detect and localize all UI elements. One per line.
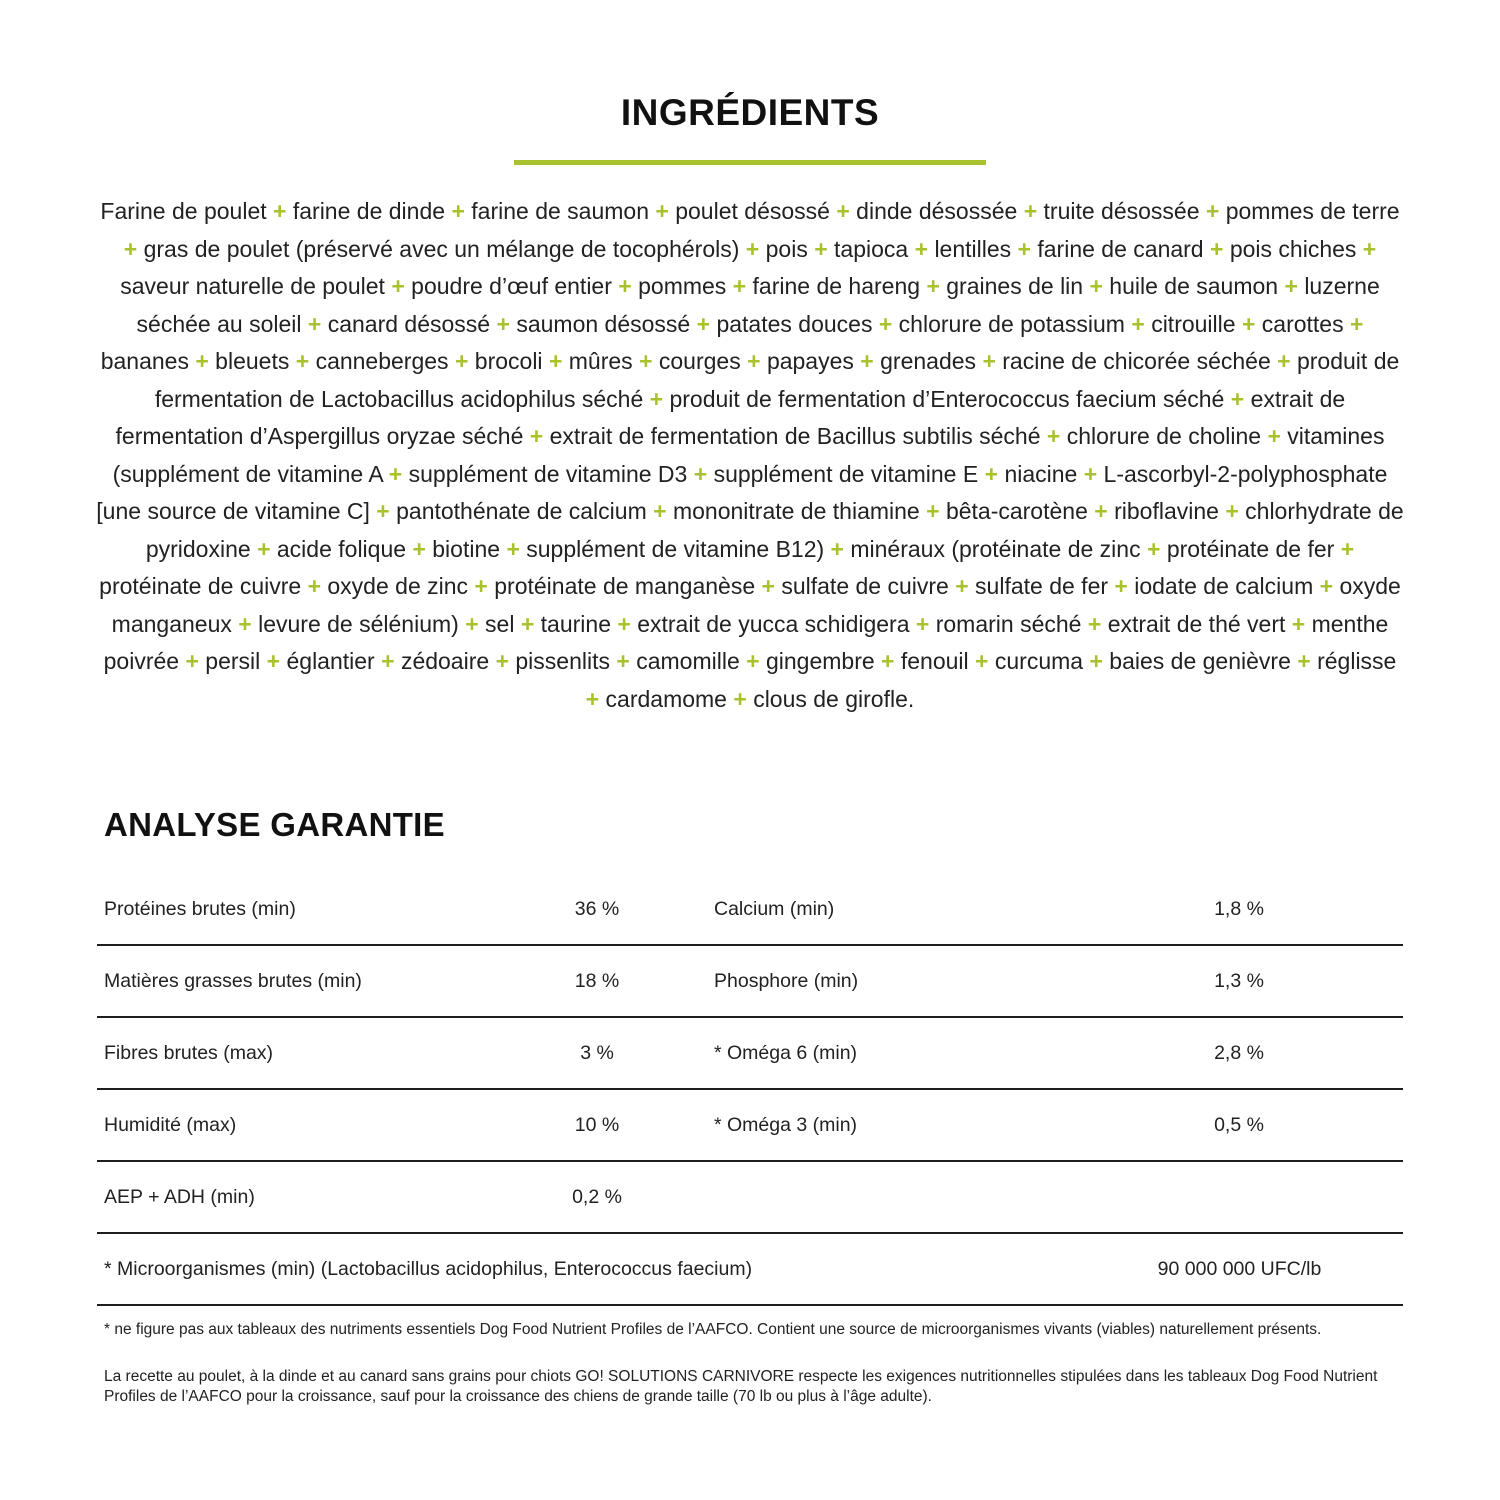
ingredient-item: pommes (638, 273, 727, 299)
plus-separator: + (860, 348, 874, 374)
nutrient-value: 2,8 % (1214, 1042, 1264, 1064)
plus-separator: + (914, 235, 929, 262)
ingredient-item: oxyde manganeux (111, 573, 1401, 637)
plus-separator: + (814, 235, 828, 262)
plus-separator: + (1023, 198, 1038, 224)
nutrient-value: 3 % (580, 1042, 614, 1064)
ingredient-item: pois (765, 235, 808, 262)
plus-separator: + (975, 648, 989, 674)
ingredient-item: persil (205, 648, 261, 674)
ingredient-item: églantier (286, 648, 375, 674)
ingredient-item: papayes (766, 348, 854, 374)
ingredient-item: farine de hareng (752, 273, 921, 299)
plus-separator: + (830, 535, 844, 562)
ingredient-item: pissenlits (515, 648, 610, 674)
ingredient-item: chlorure de potassium (898, 310, 1125, 337)
plus-separator: + (836, 198, 850, 224)
ingredient-item: lentilles (934, 235, 1012, 262)
ingredient-item: brocoli (474, 348, 543, 374)
ingredient-item: gingembre (765, 648, 875, 674)
plus-separator: + (639, 348, 653, 374)
ingredient-item: menthe poivrée (103, 610, 1389, 674)
plus-separator: + (1146, 535, 1161, 562)
plus-separator: + (1319, 573, 1334, 599)
microorganisms-label: * Microorganismes (min) (Lactobacillus acidophilus, Enterococcus faecium) (104, 1258, 753, 1280)
plus-separator: + (388, 460, 403, 487)
table-row-microorganisms (97, 1234, 1403, 1306)
ingredient-item: riboflavine (1114, 498, 1219, 524)
plus-separator: + (295, 348, 310, 374)
plus-separator: + (955, 573, 969, 599)
ingredient-item: mononitrate de thiamine (672, 498, 920, 524)
plus-separator: + (454, 348, 469, 374)
plus-separator: + (412, 535, 426, 562)
nutrient-label: Calcium (min) (714, 898, 835, 920)
nutrient-label: * Oméga 6 (min) (714, 1042, 858, 1064)
nutrient-value: 36 % (574, 898, 620, 920)
nutrient-label: Protéines brutes (min) (104, 898, 296, 920)
nutrient-value: 1,8 % (1214, 898, 1264, 920)
plus-separator: + (1277, 348, 1291, 374)
ingredient-item: pommes de terre (1225, 198, 1400, 224)
ingredient-item: minéraux (protéinate de zinc (850, 535, 1141, 562)
plus-separator: + (266, 648, 281, 674)
ingredient-item: romarin séché (935, 610, 1082, 637)
ingredient-item: carottes (1261, 310, 1344, 337)
ingredient-item: saveur naturelle de poulet (120, 273, 385, 299)
ingredient-item: bananes (100, 348, 189, 374)
ingredient-item: protéinate de fer (1166, 535, 1335, 562)
ingredient-item: baies de genièvre (1109, 648, 1291, 674)
ingredient-item: extrait de thé vert (1107, 610, 1286, 637)
footnotes (104, 1320, 1404, 1434)
plus-separator: + (982, 348, 996, 374)
plus-separator: + (585, 685, 600, 712)
plus-separator: + (926, 498, 940, 524)
plus-separator: + (747, 348, 761, 374)
plus-separator: + (273, 198, 287, 224)
analysis-title: ANALYSE GARANTIE (104, 806, 445, 843)
ingredient-item: racine de chicorée séchée (1002, 348, 1271, 374)
plus-separator: + (1083, 460, 1098, 487)
plus-separator: + (653, 498, 667, 524)
guaranteed-analysis-table (97, 874, 1403, 1306)
plus-separator: + (761, 573, 775, 599)
plus-separator: + (1230, 385, 1245, 412)
ingredient-item: chlorure de choline (1066, 423, 1262, 449)
ingredient-item: sulfate de fer (975, 573, 1109, 599)
plus-separator: + (1094, 498, 1108, 524)
plus-separator: + (1046, 423, 1061, 449)
plus-separator: + (618, 273, 632, 299)
plus-separator: + (529, 423, 544, 449)
ingredient-item: zédoaire (400, 648, 490, 674)
table-row (97, 1090, 1403, 1162)
plus-separator: + (506, 535, 520, 562)
plus-separator: + (745, 235, 760, 262)
ingredient-item: truite désossée (1043, 198, 1200, 224)
ingredient-item: farine de dinde (292, 198, 446, 224)
plus-separator: + (693, 460, 708, 487)
title-underline (514, 160, 986, 165)
plus-separator: + (520, 610, 535, 637)
ingredients-title: INGRÉDIENTS (620, 92, 880, 133)
ingredient-item: protéinate de cuivre (99, 573, 302, 599)
ingredient-item: mûres (568, 348, 633, 374)
ingredient-item: supplément de vitamine E (713, 460, 979, 487)
ingredient-item: curcuma (994, 648, 1084, 674)
plus-separator: + (926, 273, 940, 299)
ingredient-item: farine de saumon (471, 198, 649, 224)
nutrient-value: 0,5 % (1214, 1114, 1264, 1136)
ingredients-list (96, 193, 1404, 718)
ingredient-item: niacine (1004, 460, 1078, 487)
ingredient-item: extrait de yucca schidigera (637, 610, 910, 637)
plus-separator: + (496, 310, 510, 337)
ingredient-item: farine de canard (1037, 235, 1204, 262)
ingredient-item: produit de fermentation d’Enterococcus faecium séché (669, 385, 1225, 412)
ingredient-item: canard désossé (327, 310, 491, 337)
plus-separator: + (696, 310, 711, 337)
ingredient-item: supplément de vitamine D3 (408, 460, 688, 487)
plus-separator: + (391, 273, 405, 299)
table-row (97, 946, 1403, 1018)
ingredient-item: sulfate de cuivre (781, 573, 949, 599)
footnote-aafco-statement: La recette au poulet, à la dinde et au canard sans grains pour chiots GO! SOLUTIONS CARNIVORE respecte les exigences nutritionnelles stipulées dans les tableaux Dog Food Nutrient Profiles de l’AAFCO pour la croissance, sauf pour la croissance des chiens de grande taille (70 lb ou plus à l’âge adulte). (104, 1368, 1378, 1405)
ingredient-item: acide folique (276, 535, 407, 562)
ingredient-item: réglisse (1317, 648, 1397, 674)
nutrient-value: 1,3 % (1214, 970, 1264, 992)
ingredient-item: saumon désossé (516, 310, 691, 337)
plus-separator: + (1362, 235, 1377, 262)
ingredient-item: gras de poulet (préservé avec un mélange de tocophérols) (143, 235, 740, 262)
ingredient-item: huile de saumon (1109, 273, 1279, 299)
plus-separator: + (1267, 423, 1281, 449)
ingredient-item: graines de lin (946, 273, 1084, 299)
ingredient-item: extrait de fermentation de Bacillus subtilis séché (549, 423, 1041, 449)
ingredient-item: supplément de vitamine B12) (526, 535, 825, 562)
ingredient-item: vitamines (supplément de vitamine A (112, 423, 1385, 487)
plus-separator: + (238, 610, 252, 637)
plus-separator: + (878, 310, 893, 337)
ingredient-item: cardamome (605, 685, 727, 712)
plus-separator: + (1297, 648, 1311, 674)
ingredient-item: protéinate de manganèse (494, 573, 756, 599)
plus-separator: + (1241, 310, 1256, 337)
nutrient-label: * Oméga 3 (min) (714, 1114, 858, 1136)
plus-separator: + (474, 573, 488, 599)
microorganisms-value: 90 000 000 UFC/lb (1157, 1258, 1322, 1280)
nutrient-label: Humidité (max) (104, 1114, 237, 1136)
ingredient-item: poulet désossé (675, 198, 830, 224)
plus-separator: + (451, 198, 465, 224)
plus-separator: + (746, 648, 760, 674)
ingredient-item: luzerne séchée au soleil (136, 273, 1380, 337)
plus-separator: + (185, 648, 199, 674)
plus-separator: + (915, 610, 930, 637)
plus-separator: + (732, 273, 747, 299)
ingredient-item: grenades (880, 348, 977, 374)
ingredient-item: levure de sélénium) (258, 610, 459, 637)
plus-separator: + (376, 498, 390, 524)
ingredient-item: pantothénate de calcium (396, 498, 647, 524)
plus-separator: + (1350, 310, 1364, 337)
ingredient-item: extrait de fermentation d’Aspergillus oryzae séché (115, 385, 1346, 449)
ingredient-item: biotine (432, 535, 501, 562)
ingredient-item: patates douces (716, 310, 873, 337)
ingredient-item: citrouille (1151, 310, 1236, 337)
footnote-asterisk: * ne figure pas aux tableaux des nutriments essentiels Dog Food Nutrient Profiles de l’AAFCO. Contient une source de microorganismes vivants (viables) naturellement présents. (104, 1321, 1322, 1338)
plus-separator: + (881, 648, 895, 674)
nutrient-label: Matières grasses brutes (min) (104, 970, 362, 992)
nutrient-label: Phosphore (min) (714, 970, 859, 992)
ingredient-item: oxyde de zinc (327, 573, 469, 599)
ingredient-item: chlorhydrate de pyridoxine (145, 498, 1404, 562)
plus-separator: + (1017, 235, 1031, 262)
plus-separator: + (495, 648, 509, 674)
plus-separator: + (1225, 498, 1239, 524)
table-row (97, 874, 1403, 946)
plus-separator: + (465, 610, 479, 637)
plus-separator: + (195, 348, 209, 374)
plus-separator: + (1087, 610, 1102, 637)
ingredient-item: fenouil (900, 648, 969, 674)
plus-separator: + (123, 235, 138, 262)
plus-separator: + (1340, 535, 1355, 562)
plus-separator: + (1114, 573, 1128, 599)
ingredient-item: tapioca (834, 235, 909, 262)
ingredient-item: bleuets (215, 348, 290, 374)
ingredient-item: clous de girofle. (753, 685, 915, 712)
ingredient-item: iodate de calcium (1134, 573, 1314, 599)
ingredient-item: produit de fermentation de Lactobacillus acidophilus séché (154, 348, 1400, 412)
plus-separator: + (1089, 273, 1103, 299)
ingredient-item: Farine de poulet (100, 198, 267, 224)
table-row (97, 1162, 1403, 1234)
nutrient-value: 10 % (574, 1114, 620, 1136)
plus-separator: + (1205, 198, 1220, 224)
plus-separator: + (617, 610, 631, 637)
plus-separator: + (655, 198, 669, 224)
plus-separator: + (307, 310, 322, 337)
plus-separator: + (649, 385, 664, 412)
plus-separator: + (616, 648, 630, 674)
nutrient-value: 0,2 % (572, 1186, 622, 1208)
plus-separator: + (257, 535, 271, 562)
ingredient-item: dinde désossée (856, 198, 1018, 224)
ingredient-item: canneberges (315, 348, 449, 374)
plus-separator: + (1210, 235, 1224, 262)
ingredient-item: bêta-carotène (945, 498, 1088, 524)
ingredient-item: pois chiches (1229, 235, 1357, 262)
nutrient-label: AEP + ADH (min) (104, 1186, 255, 1208)
ingredient-item: taurine (540, 610, 611, 637)
plus-separator: + (1131, 310, 1145, 337)
plus-separator: + (1284, 273, 1298, 299)
plus-separator: + (307, 573, 321, 599)
ingredient-item: poudre d’œuf entier (411, 273, 612, 299)
plus-separator: + (1089, 648, 1103, 674)
ingredient-item: camomille (636, 648, 740, 674)
nutrient-label: Fibres brutes (max) (104, 1042, 274, 1064)
nutrient-value: 18 % (574, 970, 620, 992)
plus-separator: + (548, 348, 563, 374)
plus-separator: + (1291, 610, 1306, 637)
ingredient-item: L-ascorbyl-2-polyphosphate [une source de vitamine C] (96, 460, 1388, 524)
plus-separator: + (733, 685, 747, 712)
table-row (97, 1018, 1403, 1090)
plus-separator: + (984, 460, 999, 487)
ingredient-item: courges (658, 348, 741, 374)
ingredient-item: sel (485, 610, 515, 637)
plus-separator: + (381, 648, 395, 674)
